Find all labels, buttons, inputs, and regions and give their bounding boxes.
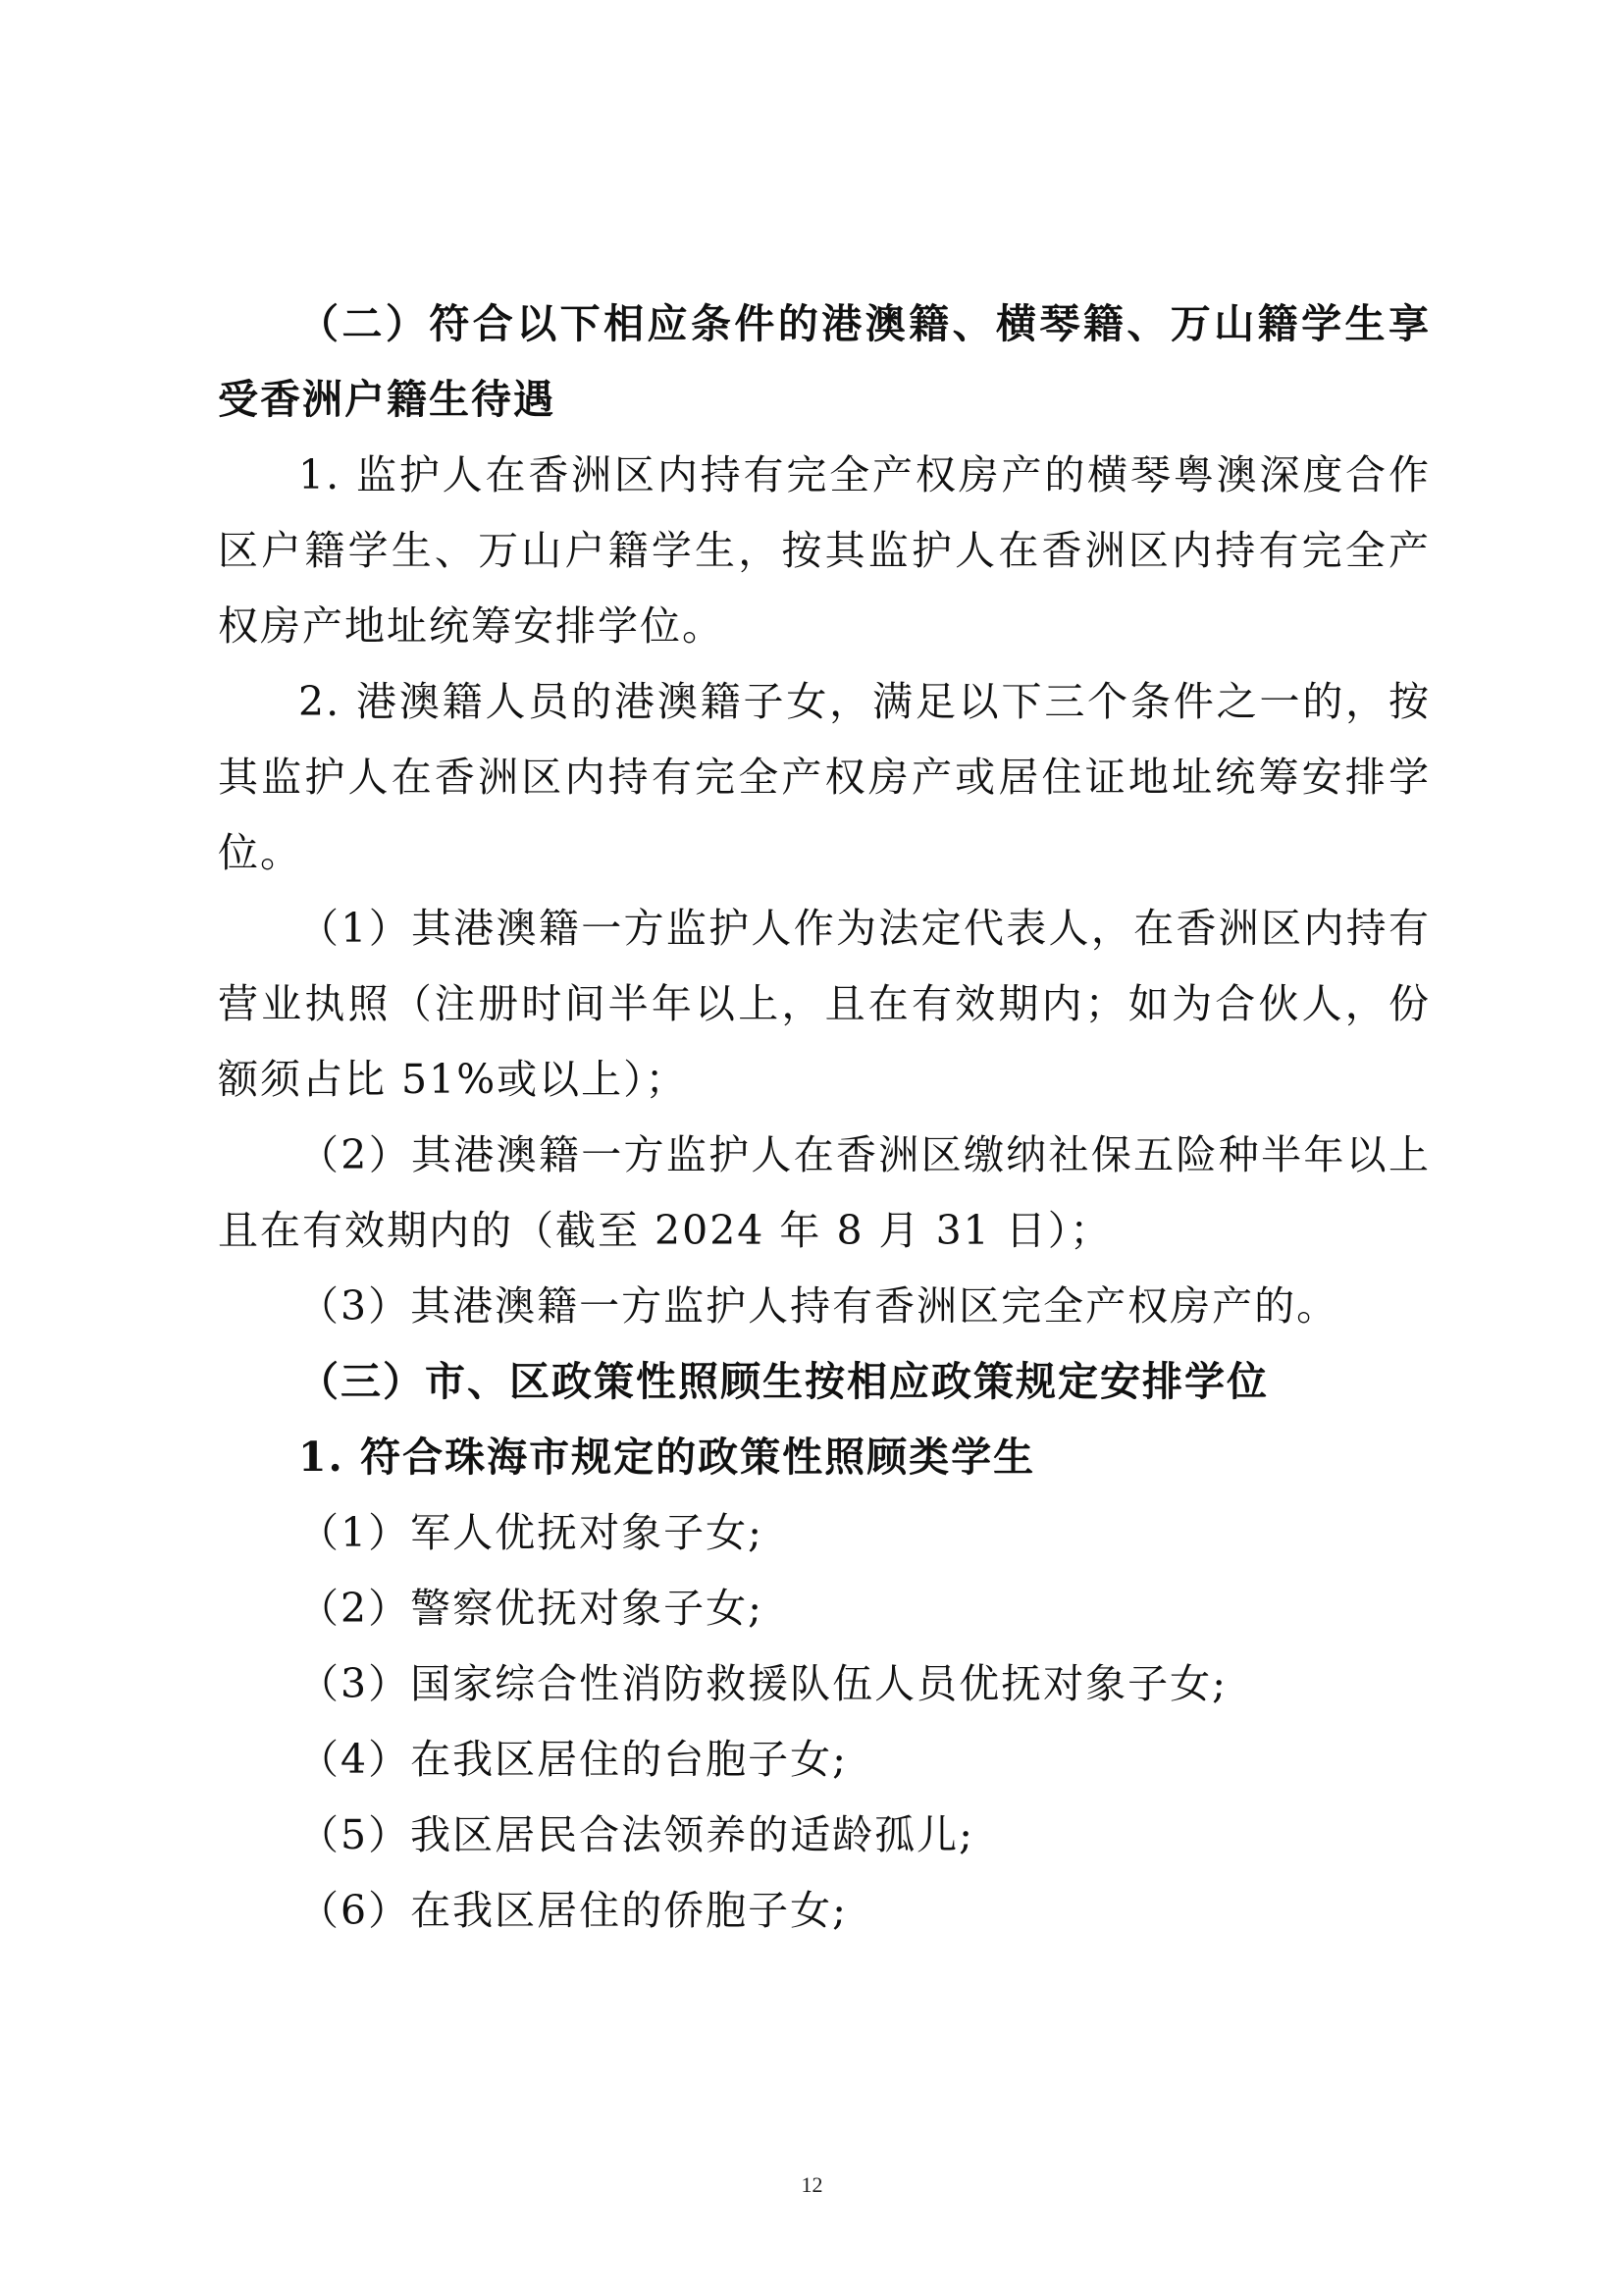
paragraph-item-2: 2. 港澳籍人员的港澳籍子女，满足以下三个条件之一的，按其监护人在香洲区内持有完全产权房产或居住证地址统筹安排学位。 — [218, 678, 1431, 876]
paragraph-item-1: 1. 监护人在香洲区内持有完全产权房产的横琴粤澳深度合作区户籍学生、万山户籍学生，按其监护人在香洲区内持有完全产权房产地址统筹安排学位。 — [218, 451, 1431, 650]
policy-item-4: （4）在我区居住的台胞子女; — [298, 1736, 848, 1783]
page-content — [218, 287, 1431, 1949]
page-number: 12 — [801, 2172, 823, 2197]
policy-item-5: （5）我区居民合法领养的适龄孤儿; — [298, 1811, 974, 1858]
section-heading-3: （三）市、区政策性照顾生按相应政策规定安排学位 — [298, 1358, 1269, 1405]
policy-item-6: （6）在我区居住的侨胞子女; — [298, 1887, 848, 1934]
policy-item-1: （1）军人优抚对象子女; — [298, 1509, 763, 1556]
condition-1: （1）其港澳籍一方监护人作为法定代表人，在香洲区内持有营业执照（注册时间半年以上，且在有效期内；如为合伙人，份额须占比 51%或以上）； — [218, 905, 1431, 1103]
condition-3: （3）其港澳籍一方监护人持有香洲区完全产权房产的。 — [298, 1282, 1339, 1330]
policy-item-3: （3）国家综合性消防救援队伍人员优抚对象子女; — [298, 1660, 1228, 1707]
subheading-1: 1. 符合珠海市规定的政策性照顾类学生 — [298, 1434, 1036, 1481]
section-heading-2: （二）符合以下相应条件的港澳籍、横琴籍、万山籍学生享受香洲户籍生待遇 — [218, 300, 1431, 423]
policy-item-2: （2）警察优抚对象子女; — [298, 1585, 763, 1632]
condition-2: （2）其港澳籍一方监护人在香洲区缴纳社保五险种半年以上且在有效期内的（截至 2024 年 8 月 31 日）； — [218, 1131, 1431, 1254]
